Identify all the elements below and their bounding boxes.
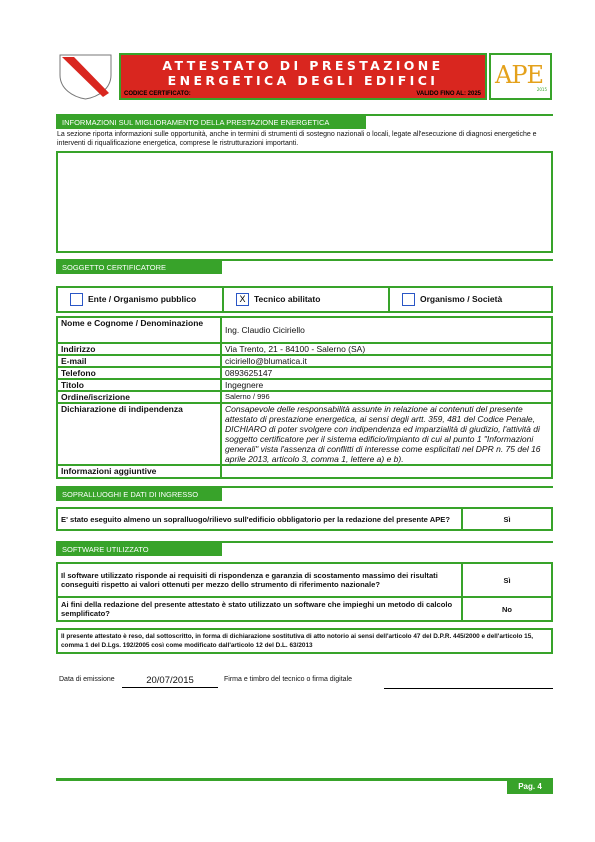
section-header-inspections: SOPRALLUOGHI E DATI DI INGRESSO [56, 488, 222, 501]
option-organization[interactable] [389, 287, 552, 312]
checkbox-public-body[interactable] [70, 293, 83, 306]
section-header-software: SOFTWARE UTILIZZATO [56, 543, 222, 556]
title-banner [119, 53, 487, 100]
section-header-certifier: SOGGETTO CERTIFICATORE [56, 261, 222, 274]
inspections-table [56, 507, 553, 531]
phone-label: Telefono [57, 367, 221, 379]
signature-label: Firma e timbro del tecnico o firma digitale [224, 676, 352, 683]
self-declaration-text: Il presente attestato è reso, dal sottoscritto, in forma di dichiarazione sostitutiva di atto notorio ai sensi dell'articolo 47 del D.P.R. 445/2000 e dell'articolo 15, comma 1 del D.Lgs. 192/2005 così come modificato dall'articolo 12 del D.L. 63/2013 [57, 629, 552, 653]
improvements-intro: La sezione riporta informazioni sulle opportunità, anche in termini di strumenti di sostegno nazionali o locali, legate all'esecuzione di diagnosi energetiche e interventi di riqualificazione energetica, comprese le ristrutturazioni importanti. [57, 131, 537, 147]
option-qualified-technician[interactable] [223, 287, 389, 312]
additional-info-value[interactable] [221, 465, 552, 478]
region-logo [56, 53, 115, 100]
certifier-details-table [56, 316, 553, 479]
document-title-line1: ATTESTATO DI PRESTAZIONE [162, 58, 444, 73]
document-title-line2: ENERGETICA DEGLI EDIFICI [167, 73, 439, 88]
inspection-answer: Sì [462, 508, 552, 530]
emission-date-value: 20/07/2015 [122, 675, 218, 688]
email-label: E-mail [57, 355, 221, 367]
checkbox-qualified-technician[interactable]: X [236, 293, 249, 306]
option-label: Tecnico abilitato [254, 293, 321, 304]
independence-declaration: Consapevole delle responsabilità assunte in relazione ai contenuti del presente attestato di prestazione energetica, ai sensi degli artt. 359, 481 del Codice Penale, DICHIARO di poter svolgere con indipendenza ed imparzialità di giudizio, l'attività di soggetto certificatore per il sistema edificio/impianto di cui al punto 1 "Informazioni generali" vista l'assenza di conflitti di interesse come esplicitati nel DPR n. 75 del 16 aprile 2013, articolo 3, comma 1, lettere a) e b). [221, 403, 552, 465]
software-table [56, 562, 553, 622]
signature-line[interactable] [384, 688, 553, 689]
order-label: Ordine/iscrizione [57, 391, 221, 403]
order-value: Salerno / 996 [221, 391, 552, 403]
ape-logo-text: APE [495, 61, 543, 89]
declaration-table [56, 628, 553, 654]
software-question-1: Il software utilizzato risponde ai requisiti di rispondenza e garanzia di scostamento massimo dei risultati conseguiti rispetto ai valori ottenuti per mezzo dello strumento di riferimento nazionale? [57, 563, 462, 597]
improvements-box[interactable] [56, 151, 553, 253]
independence-label: Dichiarazione di indipendenza [57, 403, 221, 465]
section-header-improvements: INFORMAZIONI SUL MIGLIORAMENTO DELLA PRESTAZIONE ENERGETICA [56, 116, 366, 129]
page-number: Pag. 4 [507, 780, 553, 794]
address-value: Via Trento, 21 - 84100 - Salerno (SA) [221, 343, 552, 355]
checkbox-organization[interactable] [402, 293, 415, 306]
additional-info-label: Informazioni aggiuntive [57, 465, 221, 478]
software-answer-1: Sì [462, 563, 552, 597]
name-value: Ing. Claudio Ciciriello [221, 317, 552, 343]
certifier-type-options [56, 286, 553, 313]
email-value: ciciriello@blumatica.it [221, 355, 552, 367]
emission-date-label: Data di emissione [59, 676, 115, 683]
title-value: Ingegnere [221, 379, 552, 391]
ape-logo [489, 53, 552, 100]
valid-until-label: VALIDO FINO AL: 2025 [416, 91, 481, 97]
option-label: Organismo / Società [420, 293, 503, 304]
name-label: Nome e Cognome / Denominazione [57, 317, 221, 343]
option-public-body[interactable] [57, 287, 223, 312]
software-answer-2: No [462, 597, 552, 621]
address-label: Indirizzo [57, 343, 221, 355]
inspection-question: E' stato eseguito almeno un sopralluogo/rilievo sull'edificio obbligatorio per la redazione del presente APE? [57, 508, 462, 530]
software-question-2: Ai fini della redazione del presente attestato è stato utilizzato un software che impieghi un metodo di calcolo semplificato? [57, 597, 462, 621]
certificate-code-label: CODICE CERTIFICATO: [124, 91, 191, 97]
footer-divider [56, 778, 553, 781]
phone-value: 0893625147 [221, 367, 552, 379]
option-label: Ente / Organismo pubblico [88, 293, 197, 304]
ape-logo-year: 2015 [536, 87, 547, 92]
title-label: Titolo [57, 379, 221, 391]
